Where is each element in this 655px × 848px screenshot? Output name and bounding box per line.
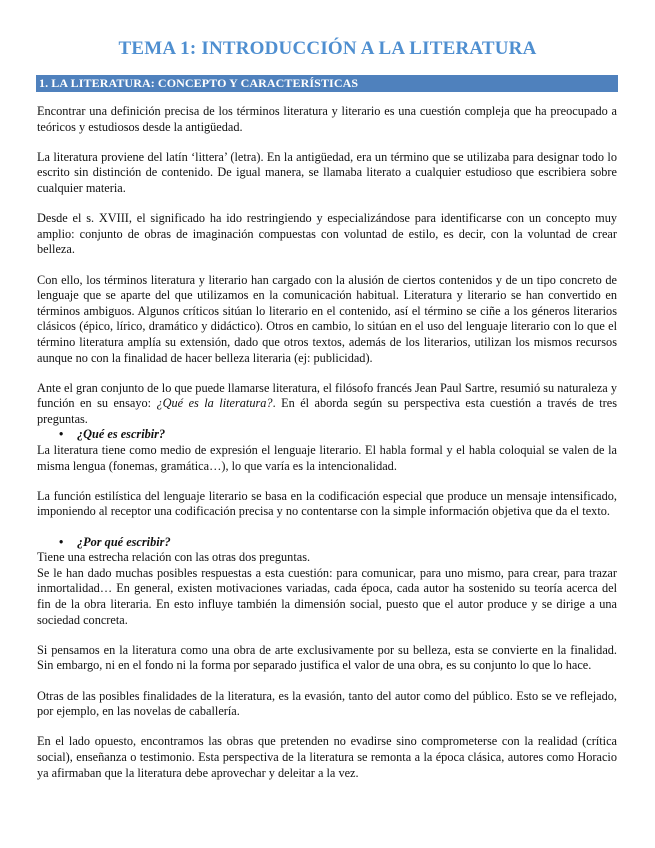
essay-title: ¿Qué es la literatura? [156,396,273,411]
page-title: TEMA 1: INTRODUCCIÓN A LA LITERATURA [118,38,537,59]
bullet-que-es-escribir [37,427,617,443]
bullet-icon: • [59,427,64,442]
document-body [37,104,617,796]
paragraph-9: Si pensamos en la literatura como una obra de arte exclusivamente por su belleza, esta se convierte en la finalidad. Sin embargo, ni en el fondo ni la forma por separado justifica el valor de una obra, es su conjunto lo que lo hace. [37,642,617,673]
paragraph-1: Encontrar una definición precisa de los términos literatura y literario es una cuestión compleja que ha preocupado a teóricos y estudiosos desde la antigüedad. [37,104,617,134]
section-heading: 1. LA LITERATURA: CONCEPTO Y CARACTERÍSTICAS [36,75,618,92]
paragraph-2: La literatura proviene del latín ‘littera’ (letra). En la antigüedad, era un término que se utilizaba para designar todo lo escrito sin distinción de contenido. De igual manera, se llamaba literato a cualquier estudioso que escribiera sobre cualquier materia. [37,149,617,195]
paragraph-3: Desde el s. XVIII, el significado ha ido restringiendo y especializándose para identificarse con un concepto muy amplio: conjunto de obras de imaginación compuestas con voluntad de estilo, es decir, con la voluntad de crear belleza. [37,211,617,257]
bullet-label: ¿Por qué escribir? [77,534,171,549]
paragraph-5-tail: . En él aborda según su perspectiva esta cuestión a través de tres preguntas. [37,396,617,426]
bullet-por-que-escribir [37,535,617,551]
bullet-label: ¿Qué es escribir? [77,427,166,442]
paragraph-7: La función estilística del lenguaje literario se basa en la codificación especial que produce un mensaje intensificado, imponiendo al receptor una codificación precisa y no contentarse con la simple información objetiva que da el texto. [37,488,617,519]
paragraph-8b: Se le han dado muchas posibles respuestas a esta cuestión: para comunicar, para uno mismo, para crear, para trazar inmortalidad… En general, existen motivaciones variadas, cada época, cada autor ha sostenido su teoría acerca del fin de la obra literaria. En esto influye también la dimensión social, puesto que el autor produce y se dirige a una sociedad concreta. [37,565,617,627]
bullet-icon: • [59,534,64,549]
paragraph-10: Otras de las posibles finalidades de la literatura, es la evasión, tanto del autor como del público. Esto se ve reflejado, por ejemplo, en las novelas de caballería. [37,688,617,719]
paragraph-6: La literatura tiene como medio de expresión el lenguaje literario. El habla formal y el habla coloquial se valen de la misma lengua (fonemas, gramática…), lo que varía es la intencionalidad. [37,443,617,473]
paragraph-5 [37,381,617,428]
paragraph-5-text: Ante el gran conjunto de lo que puede llamarse literatura, el filósofo francés Jean Paul Sartre, resumió su naturaleza y función en su ensayo: [37,380,617,411]
paragraph-4: Con ello, los términos literatura y literario han cargado con la alusión de ciertos contenidos y de un tipo concreto de lenguaje que se aparte del que utilizamos en la comunicación habitual. Literatura y literario se han convertido en términos ambiguos. Algunos críticos sitúan lo literario en el contenido, así el término se ciñe a los géneros literarios clásicos (épico, lírico, dramático y didáctico). Otros en cambio, lo sitúan en el uso del lenguaje literario con lo que el término literatura amplía su extensión, dado que otros textos, además de los literarios, utilizan los mismos recursos aunque no con la finalidad de hacer belleza literaria (ej: publicidad). [37,272,617,365]
paragraph-11: En el lado opuesto, encontramos las obras que pretenden no evadirse sino comprometerse con la realidad (crítica social), enseñanza o testimonio. Esta perspectiva de la literatura se remonta a la época clásica, autores como Horacio ya afirmaban que la literatura debe aprovechar y deleitar a la vez. [37,734,617,780]
paragraph-8a: Tiene una estrecha relación con las otras dos preguntas. [37,550,311,565]
